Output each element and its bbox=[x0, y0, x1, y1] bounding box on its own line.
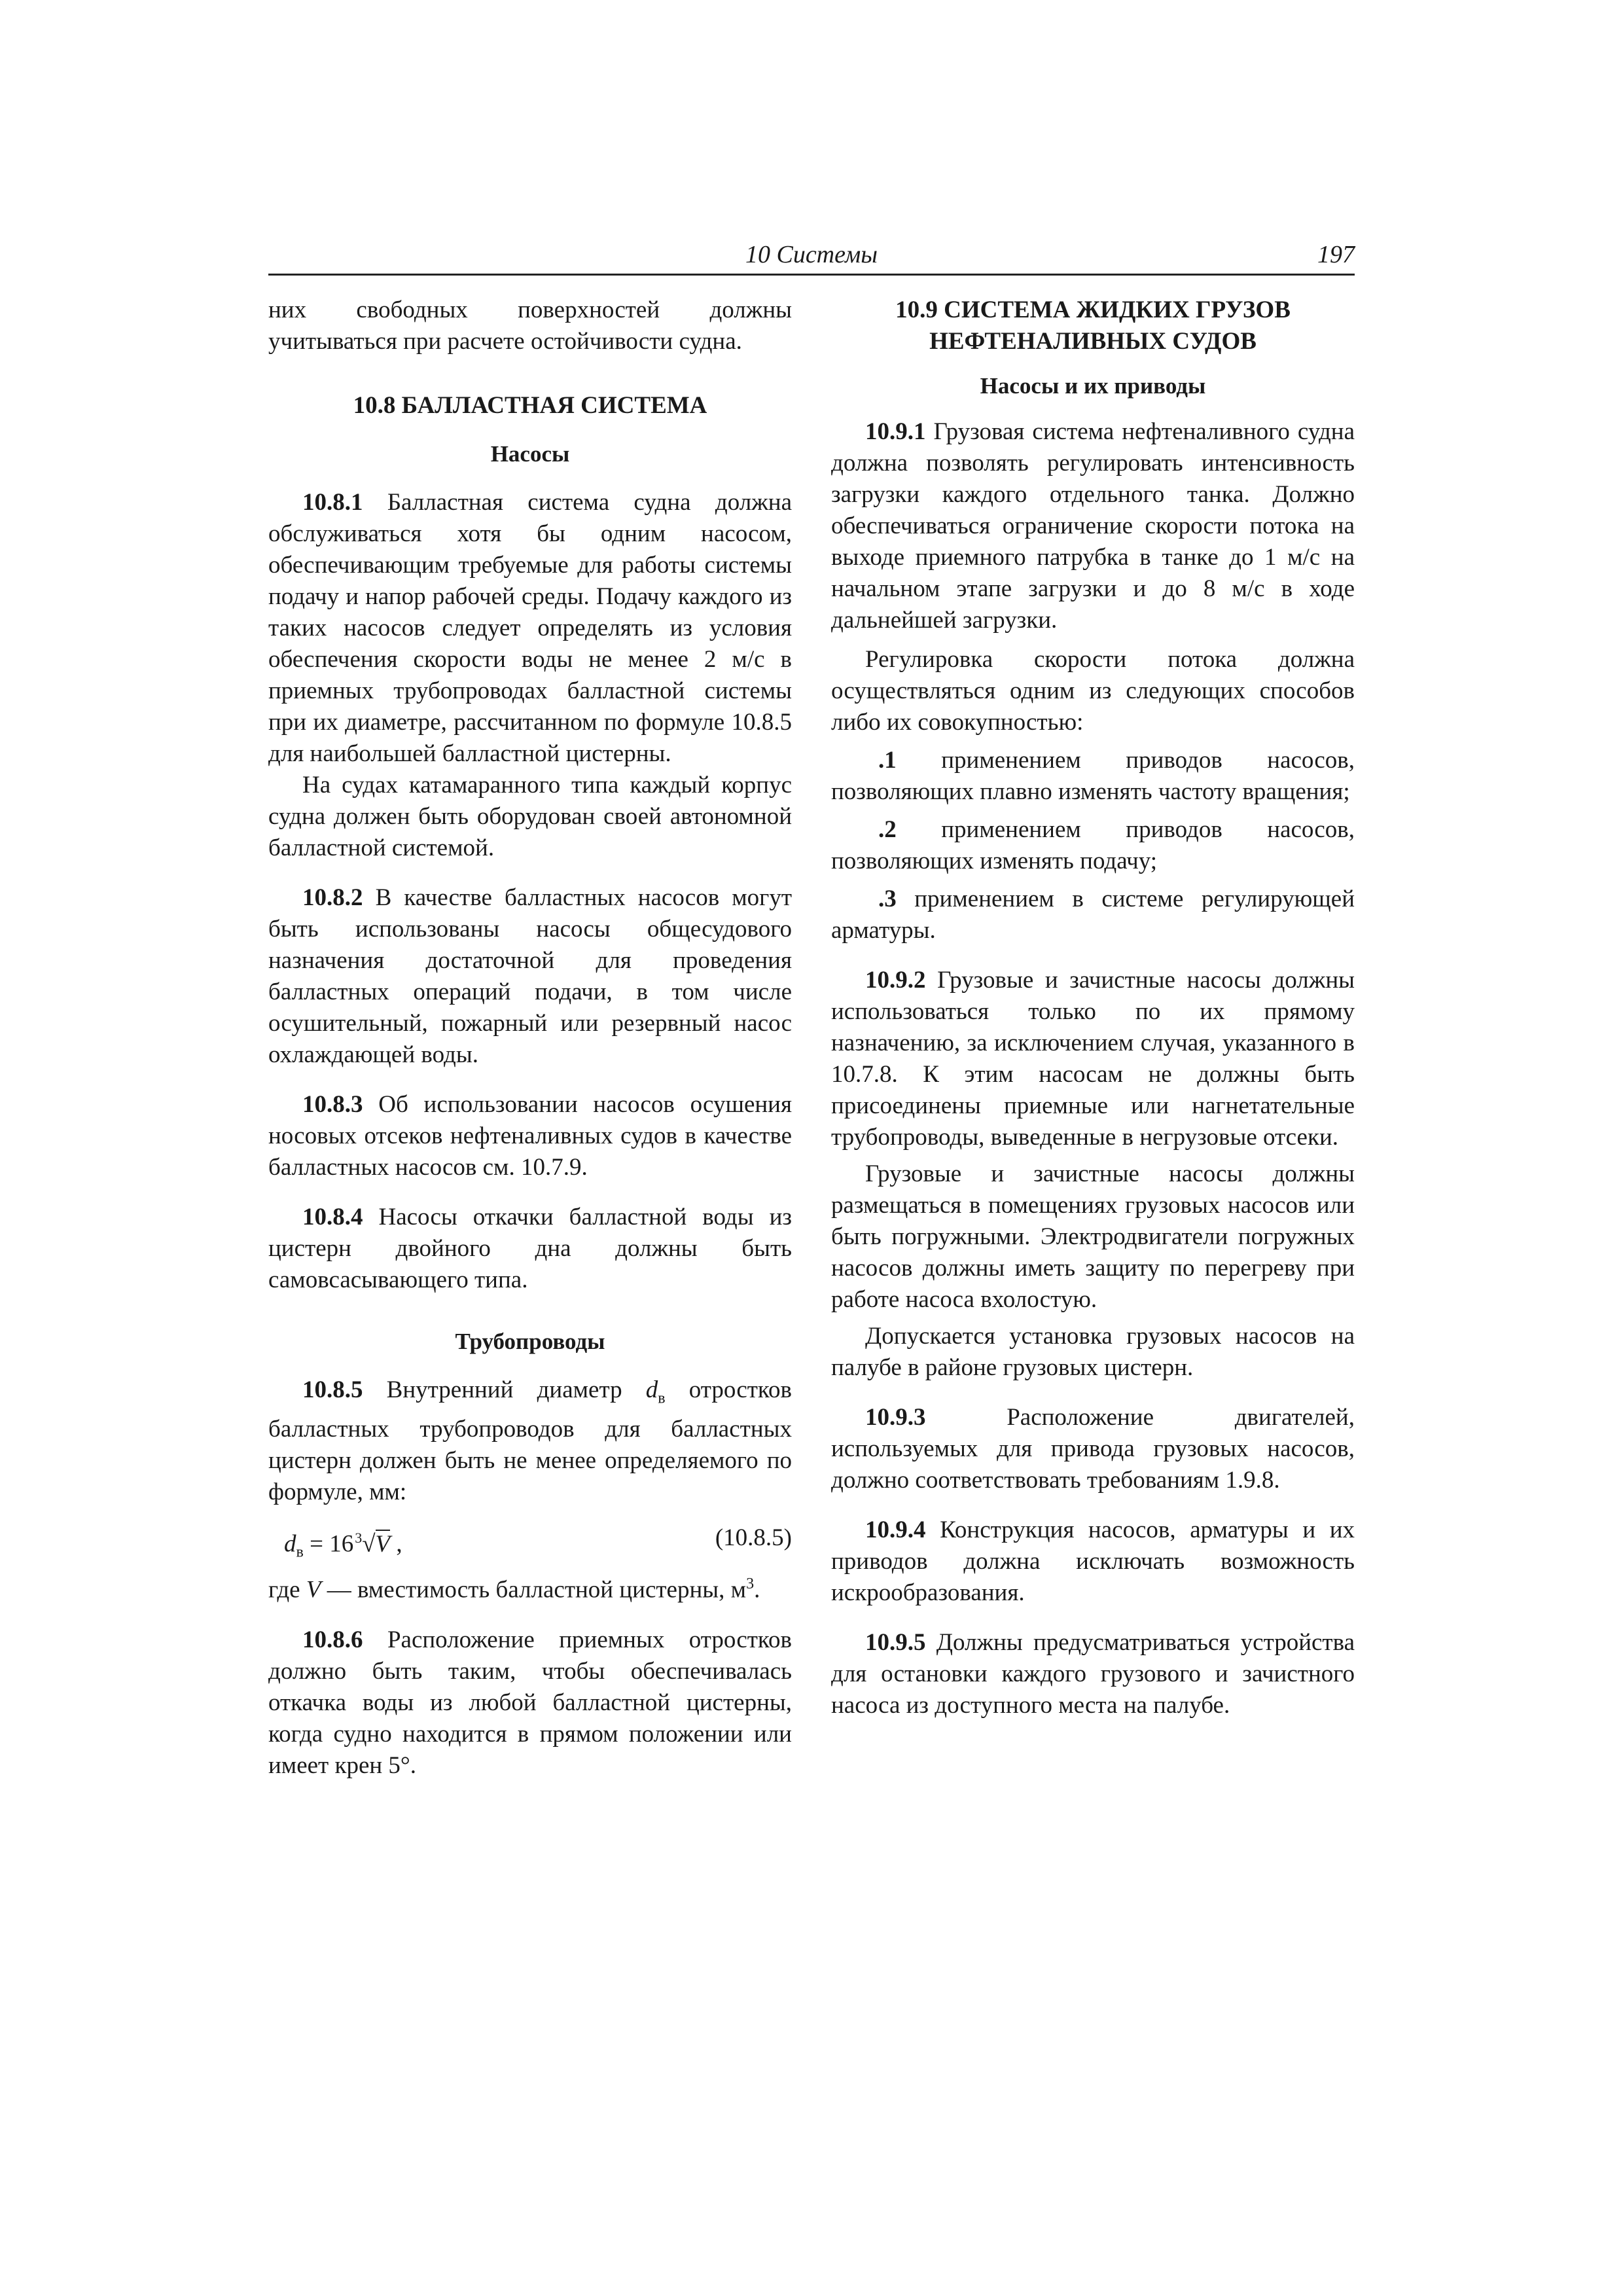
paragraph-10-9-1 bbox=[831, 416, 1355, 636]
subheading-pipelines: Трубопроводы bbox=[455, 1329, 605, 1354]
formula-lhs-subscript: в bbox=[296, 1544, 304, 1562]
clause-number: 10.8.4 bbox=[302, 1204, 363, 1230]
list-item-2 bbox=[831, 814, 1355, 877]
section-heading-10-9-line2: НЕФТЕНАЛИВНЫХ СУДОВ bbox=[929, 328, 1257, 355]
clause-text: Конструкция насосов, арматуры и их приводов должна исключать возможность искрообразования. bbox=[831, 1516, 1355, 1606]
running-header bbox=[268, 240, 1355, 276]
list-item-1 bbox=[831, 745, 1355, 808]
clause-text: Внутренний диаметр bbox=[363, 1376, 646, 1403]
clause-text: В качестве балластных насосов могут быть использованы насосы общесудового назначения достаточной для проведения балластных операций подачи, в том числе осушительный, пожарный или резервный насос охлаждающей воды. bbox=[268, 884, 792, 1068]
paragraph-10-8-6 bbox=[268, 1624, 792, 1782]
chapter-title: 10 Системы bbox=[745, 241, 878, 268]
clause-text: Об использовании насосов осушения носовых отсеков нефтеналивных судов в качестве балластных насосов см. 10.7.9. bbox=[268, 1091, 792, 1181]
paragraph-10-9-3 bbox=[831, 1402, 1355, 1496]
list-text: применением в системе регулирующей арматуры. bbox=[831, 886, 1355, 944]
clause-number: 10.8.3 bbox=[302, 1091, 363, 1118]
paragraph-10-8-3 bbox=[268, 1089, 792, 1183]
clause-number: 10.9.2 bbox=[865, 967, 926, 994]
paragraph-10-8-1-b: На судах катамаранного типа каждый корпус судна должен быть оборудован своей автономной балластной системой. bbox=[268, 772, 792, 861]
section-heading-10-8: 10.8 БАЛЛАСТНАЯ СИСТЕМА bbox=[353, 392, 707, 419]
formula-10-8-5 bbox=[268, 1520, 792, 1562]
where-text: — вместимость балластной цистерны, м bbox=[321, 1576, 747, 1604]
formula-coefficient: = 16 bbox=[303, 1530, 354, 1558]
formula-radicand: V bbox=[375, 1530, 391, 1558]
clause-text: Грузовая система нефтеналивного судна должна позволять регулировать интенсивность загрузки каждого отдельного танка. Должно обеспечиваться ограничение скорости потока на выходе приемного патрубка в танке до 1 м/с на начальном этапе загрузки и до 8 м/с в ходе дальнейшей загрузки. bbox=[831, 418, 1355, 634]
clause-text: Должны предусматриваться устройства для остановки каждого грузового и зачистного насоса из доступного места на палубе. bbox=[831, 1629, 1355, 1719]
paragraph-10-8-4 bbox=[268, 1202, 792, 1296]
radical-sign: √ bbox=[362, 1530, 376, 1558]
variable-v: V bbox=[306, 1576, 321, 1604]
where-lead: где bbox=[268, 1576, 306, 1604]
variable-d: d bbox=[645, 1376, 658, 1403]
subheading-pumps: Насосы bbox=[490, 441, 570, 467]
clause-number: 10.9.4 bbox=[865, 1516, 926, 1543]
list-item-3 bbox=[831, 884, 1355, 946]
paragraph-10-8-2 bbox=[268, 882, 792, 1071]
clause-text: Расположение приемных отростков должно быть таким, чтобы обеспечивалась откачка воды из любой балластной цистерны, когда судно находится в прямом положении или имеет крен 5°. bbox=[268, 1626, 792, 1779]
right-column bbox=[831, 295, 1355, 1721]
continued-paragraph: них свободных поверхностей должны учитываться при расчете остойчивости судна. bbox=[268, 296, 792, 355]
paragraph-10-9-2 bbox=[831, 965, 1355, 1153]
list-text: применением приводов насосов, позволяющих плавно изменять частоту вращения; bbox=[831, 747, 1355, 805]
root-index: 3 bbox=[355, 1530, 363, 1547]
paragraph-10-9-2-c: Допускается установка грузовых насосов на палубе в районе грузовых цистерн. bbox=[831, 1323, 1355, 1381]
paragraph-10-8-1 bbox=[268, 487, 792, 770]
list-text: применением приводов насосов, позволяющих изменять подачу; bbox=[831, 816, 1355, 874]
clause-number: 10.9.3 bbox=[865, 1404, 926, 1431]
clause-number: 10.9.5 bbox=[865, 1629, 926, 1656]
clause-number: 10.8.2 bbox=[302, 884, 363, 911]
page-number: 197 bbox=[1317, 241, 1355, 268]
unit-exponent: 3 bbox=[746, 1575, 755, 1593]
paragraph-10-9-5 bbox=[831, 1627, 1355, 1721]
clause-text: Балластная система судна должна обслуживаться хотя бы одним насосом, обеспечивающим требуемые для работы системы подачу и напор рабочей среды. Подачу каждого из таких насосов следует определять из условия обеспечения скорости воды не менее 2 м/с в приемных трубопроводах балластной системы при их диаметре, рассчитанном по формуле 10.8.5 для наибольшей балластной цистерны. bbox=[268, 489, 792, 767]
clause-number: 10.8.5 bbox=[302, 1376, 363, 1403]
clause-text: Грузовые и зачистные насосы должны использоваться только по их прямому назначению, за исключением случая, указанного в 10.7.8. К этим насосам не должны быть присоединены приемные или нагнетательные трубопроводы, выведенные в негрузовые отсеки. bbox=[831, 967, 1355, 1151]
clause-text: Насосы откачки балластной воды из цистерн двойного дна должны быть самовсасывающего типа. bbox=[268, 1204, 792, 1293]
section-heading-10-9-line1: 10.9 СИСТЕМА ЖИДКИХ ГРУЗОВ bbox=[895, 296, 1291, 323]
formula-expression bbox=[284, 1522, 402, 1568]
where-end: . bbox=[754, 1576, 760, 1604]
paragraph-10-9-1-b: Регулировка скорости потока должна осуществляться одним из следующих способов либо их совокупностью: bbox=[831, 646, 1355, 736]
clause-number: 10.8.1 bbox=[302, 489, 363, 516]
list-number: .1 bbox=[878, 747, 897, 774]
formula-where bbox=[268, 1568, 792, 1605]
clause-number: 10.9.1 bbox=[865, 418, 926, 445]
formula-tail: , bbox=[390, 1530, 402, 1558]
paragraph-10-8-5 bbox=[268, 1374, 792, 1508]
clause-number: 10.8.6 bbox=[302, 1626, 363, 1653]
list-number: .2 bbox=[878, 816, 897, 843]
paragraph-10-9-4 bbox=[831, 1515, 1355, 1609]
clause-text: Расположение двигателей, используемых для привода грузовых насосов, должно соответствовать требованиям 1.9.8. bbox=[831, 1404, 1355, 1494]
subheading-pumps-drives: Насосы и их приводы bbox=[980, 373, 1206, 399]
left-column bbox=[268, 295, 792, 1782]
paragraph-10-9-2-b: Грузовые и зачистные насосы должны размещаться в помещениях грузовых насосов или быть погружными. Электродвигатели погружных насосов должны иметь защиту по перегреву при работе насоса вхолостую. bbox=[831, 1160, 1355, 1313]
formula-number: (10.8.5) bbox=[715, 1524, 792, 1552]
clause-text-cont: отростков балластных трубопроводов для балластных цистерн должен быть не менее определяемого по формуле, мм: bbox=[268, 1376, 792, 1506]
variable-subscript: в bbox=[658, 1390, 666, 1407]
formula-lhs: d bbox=[284, 1530, 296, 1558]
list-number: .3 bbox=[878, 886, 897, 912]
